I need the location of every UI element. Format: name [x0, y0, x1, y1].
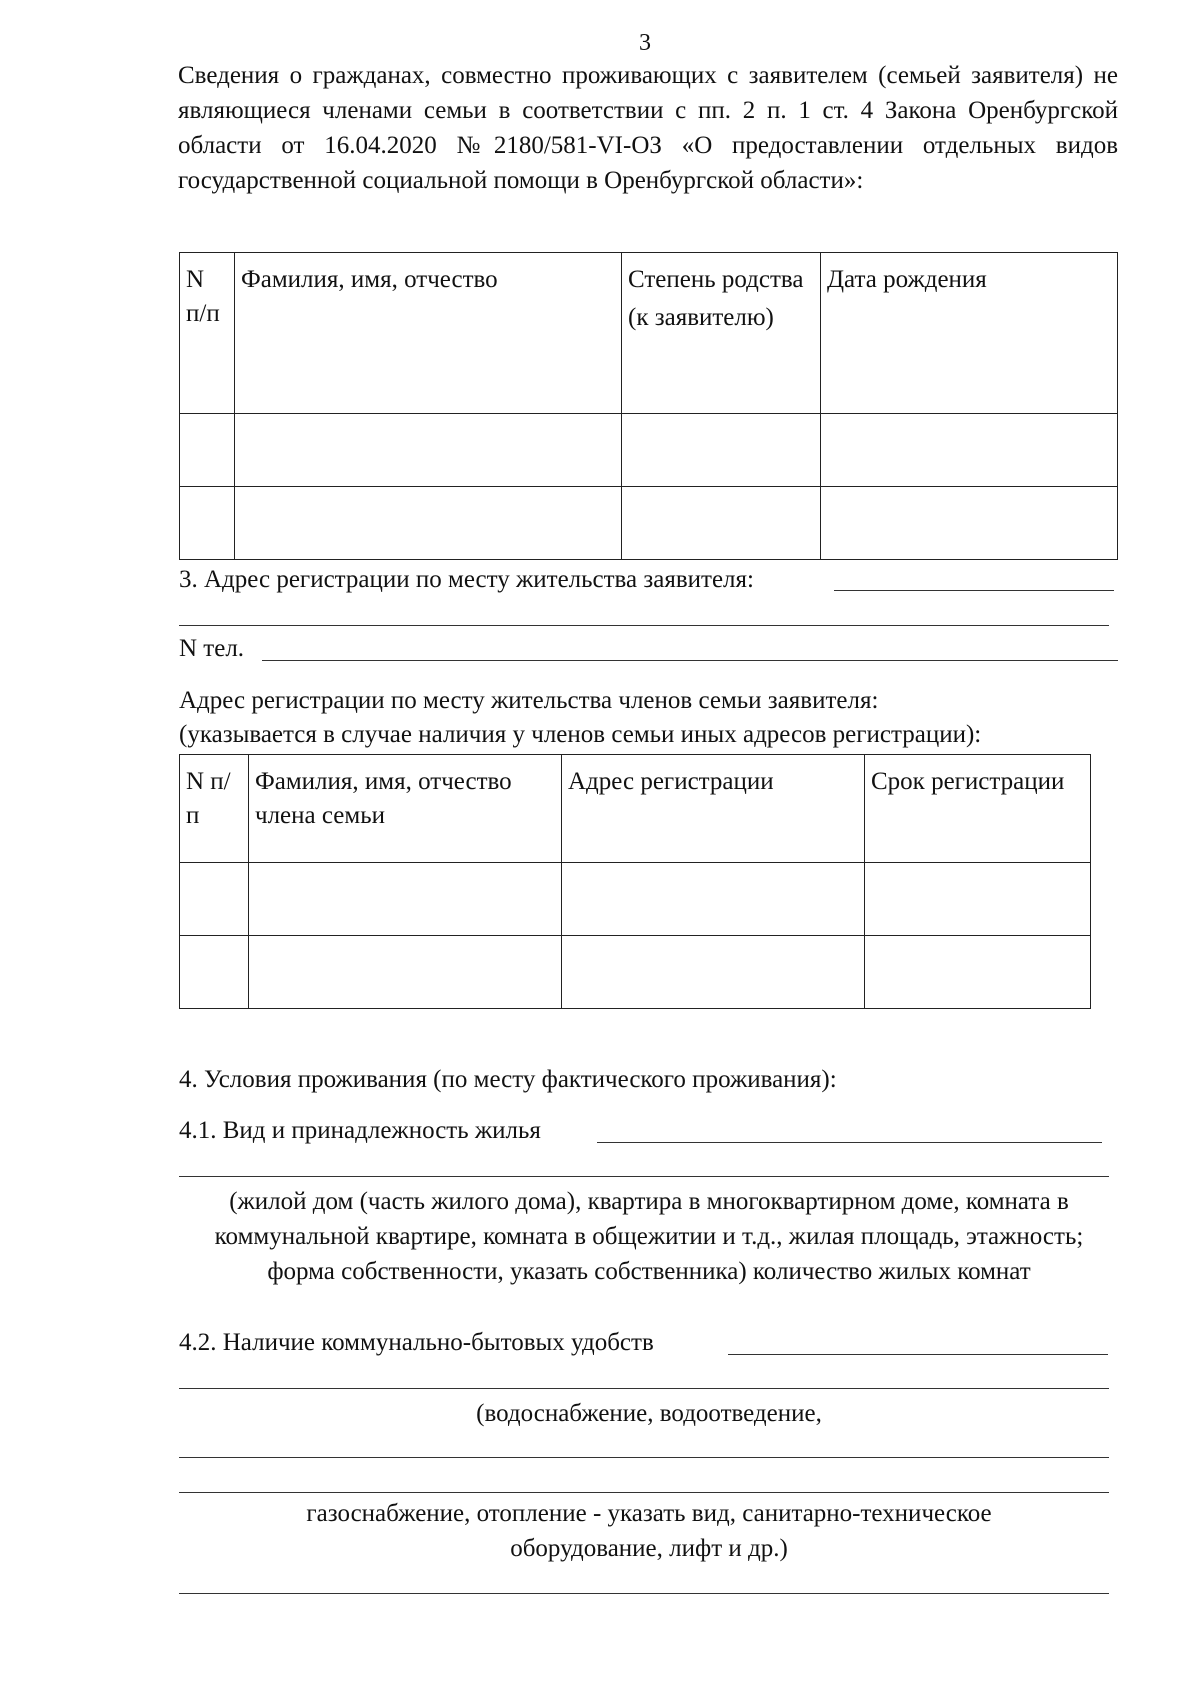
cohabitants-table [179, 252, 1118, 560]
utilities-field-line3[interactable] [179, 1457, 1109, 1458]
table-cell[interactable] [235, 414, 622, 487]
phone-label: N тел. [179, 635, 245, 662]
table-cell[interactable] [562, 863, 865, 936]
phone-field[interactable] [262, 660, 1118, 661]
utilities-label: 4.2. Наличие коммунально-бытовых удобств [179, 1329, 654, 1356]
table-cell[interactable] [249, 863, 562, 936]
table-cell[interactable] [622, 414, 821, 487]
header-cell-number: N п/п [180, 253, 235, 414]
table-cell[interactable] [180, 414, 235, 487]
table-row [180, 414, 1118, 487]
header-cell-term: Срок регистрации [865, 755, 1091, 863]
page-number: 3 [639, 30, 651, 56]
utilities-field-line2[interactable] [179, 1388, 1109, 1389]
applicant-address-field[interactable] [834, 590, 1114, 591]
table-cell[interactable] [622, 487, 821, 560]
table-cell[interactable] [235, 487, 622, 560]
table-cell[interactable] [249, 936, 562, 1009]
header-cell-name: Фамилия, имя, отчество члена семьи [249, 755, 562, 863]
family-address-label: Адрес регистрации по месту жительства членов семьи заявителя: [179, 687, 879, 714]
housing-hint: (жилой дом (часть жилого дома), квартира в многоквартирном доме, комната в коммунальной квартире, комната в общежитии и т.д., жилая площадь, этажность; форма собственности, указать собственника) количество жилых комнат [214, 1188, 1084, 1285]
table-cell[interactable] [821, 487, 1118, 560]
utilities-hint-2: газоснабжение, отопление - указать вид, санитарно-техническое оборудование, лифт и др.) [306, 1500, 992, 1562]
table-cell[interactable] [180, 487, 235, 560]
table-cell[interactable] [180, 863, 249, 936]
table-cell[interactable] [821, 414, 1118, 487]
intro-paragraph: Сведения о гражданах, совместно проживающих с заявителем (семьей заявителя) не являющиеся членами семьи в соответствии с пп. 2 п. 1 ст. 4 Закона Оренбургской области от 16.04.2020 №2180/581-VI-ОЗ «О предоставлении отдельных видов государственной социальной помощи в Оренбургской области»: [178, 62, 1118, 194]
housing-field-line2[interactable] [179, 1176, 1109, 1177]
table-row [180, 936, 1091, 1009]
family-address-table [179, 754, 1091, 1009]
table-header-row [180, 253, 1118, 414]
living-conditions-title: 4. Условия проживания (по месту фактического проживания): [179, 1066, 837, 1093]
housing-field[interactable] [597, 1142, 1102, 1143]
family-address-note: (указывается в случае наличия у членов семьи иных адресов регистрации): [179, 721, 982, 748]
table-row [180, 487, 1118, 560]
relation-note: (к заявителю) [628, 304, 774, 331]
header-cell-number: N п/п [180, 755, 249, 863]
table-row [180, 863, 1091, 936]
table-cell[interactable] [562, 936, 865, 1009]
header-cell-name: Фамилия, имя, отчество [235, 253, 622, 414]
utilities-field-line5[interactable] [179, 1593, 1109, 1594]
table-cell[interactable] [180, 936, 249, 1009]
header-cell-relation: Степень родства (к заявителю) [622, 253, 821, 414]
applicant-address-field-line2[interactable] [179, 625, 1109, 626]
utilities-field-line4[interactable] [179, 1492, 1109, 1493]
housing-label: 4.1. Вид и принадлежность жилья [179, 1117, 541, 1144]
utilities-hint-1: (водоснабжение, водоотведение, [476, 1400, 822, 1427]
table-cell[interactable] [865, 863, 1091, 936]
table-cell[interactable] [865, 936, 1091, 1009]
header-cell-birthdate: Дата рождения [821, 253, 1118, 414]
applicant-address-label: 3. Адрес регистрации по месту жительства заявителя: [179, 566, 754, 593]
table-header-row [180, 755, 1091, 863]
utilities-field[interactable] [728, 1354, 1108, 1355]
header-cell-address: Адрес регистрации [562, 755, 865, 863]
